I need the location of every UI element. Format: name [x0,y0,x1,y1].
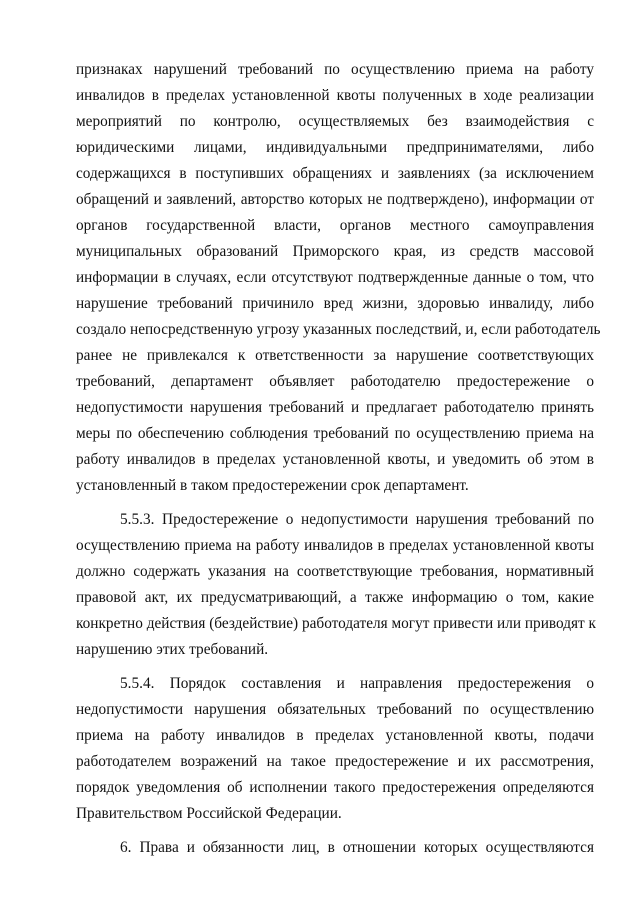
text-line: установленный в таком предостережении срок департамент. [76,477,469,494]
text-line: мероприятий по контролю, осуществляемых без взаимодействия с [76,113,594,130]
text-line: ранее не привлекался к ответственности за нарушение соответствующих [76,347,594,364]
text-line: Правительством Российской Федерации. [76,805,342,822]
text-line: 5.5.3. Предостережение о недопустимости нарушения требований по [120,511,594,528]
text-line: осуществлению приема на работу инвалидов в пределах установленной квоты [76,537,594,554]
text-line: инвалидов в пределах установленной квоты полученных в ходе реализации [76,87,594,104]
paragraph-5-5-4 [76,671,594,827]
text-line: обращений и заявлений, авторство которых не подтверждено), информации от [76,191,594,208]
text-line: должно содержать указания на соответствующие требования, нормативный [76,563,594,580]
document-body [76,57,601,861]
text-line: признаках нарушений требований по осуществлению приема на работу [76,61,594,78]
text-line: недопустимости нарушения обязательных требований по осуществлению [76,701,594,718]
text-line: юридическими лицами, индивидуальными предпринимателями, либо [76,139,594,156]
paragraph-spacing [76,499,594,507]
text-line: 6. Права и обязанности лиц, в отношении которых осуществляются [120,839,594,856]
paragraph-6 [76,835,594,861]
paragraph-spacing [76,663,594,671]
text-line: требований, департамент объявляет работодателю предостережение о [76,373,594,390]
text-line: меры по обеспечению соблюдения требований по осуществлению приема на [76,425,594,442]
paragraph-continuation [76,57,601,499]
paragraph-5-5-3 [76,507,594,663]
text-line: нарушение требований причинило вред жизни, здоровью инвалиду, либо [76,295,594,312]
text-line: работодателем возражений на такое предостережение и их рассмотрения, [76,753,594,770]
text-line: работу инвалидов в пределах установленной квоты, и уведомить об этом в [76,451,594,468]
text-line: недопустимости нарушения требований и предлагает работодателю принять [76,399,594,416]
text-line: создало непосредственную угрозу указанных последствий, и, если работодатель [76,321,601,338]
text-line: порядок уведомления об исполнении такого предостережения определяются [76,779,594,796]
text-line: конкретно действия (бездействие) работодателя могут привести или приводят к [76,615,596,632]
text-line: приема на работу инвалидов в пределах установленной квоты, подачи [76,727,594,744]
text-line: нарушению этих требований. [76,641,269,658]
text-line: информации в случаях, если отсутствуют подтвержденные данные о том, что [76,269,594,286]
paragraph-spacing [76,827,594,835]
text-line: правовой акт, их предусматривающий, а также информацию о том, какие [76,589,594,606]
text-line: 5.5.4. Порядок составления и направления предостережения о [120,675,594,692]
text-line: содержащихся в поступивших обращениях и заявлениях (за исключением [76,165,594,182]
text-line: муниципальных образований Приморского края, из средств массовой [76,243,594,260]
text-line: органов государственной власти, органов местного самоуправления [76,217,594,234]
